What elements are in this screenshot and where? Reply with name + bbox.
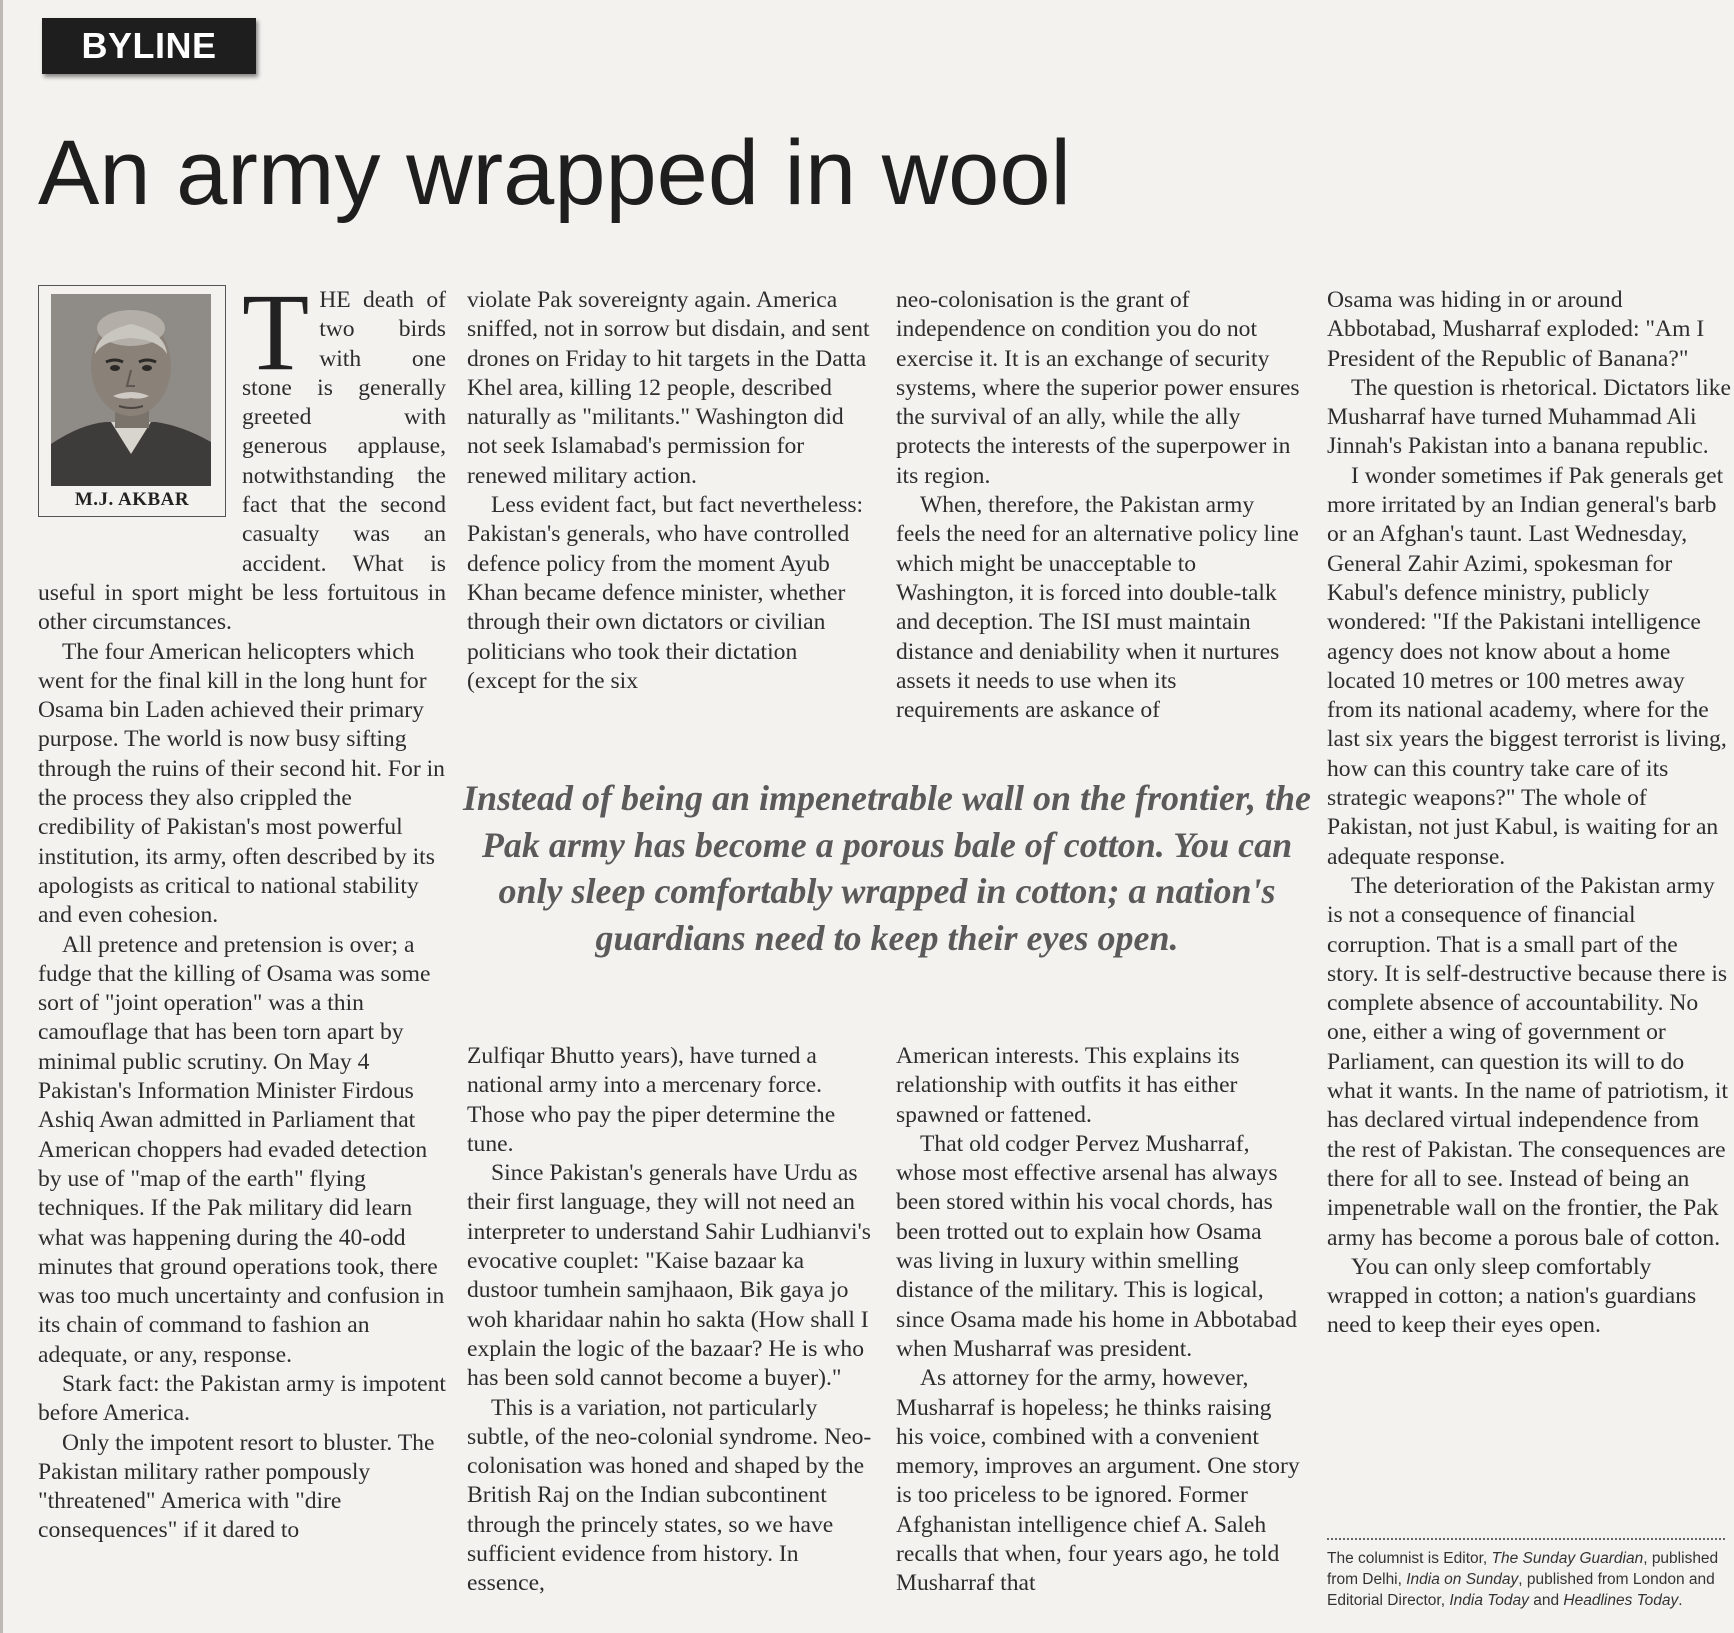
note-text: . (1678, 1592, 1683, 1609)
paragraph: Since Pakistan's generals have Urdu as their first language, they will not need an interpreter to understand Sahir Ludhianvi's evocative couplet: "Kaise bazaar ka dustoor tumhein samjhaaon, Bik gaya jo woh kharidaar nahin ho sakta (How shall I explain the logic of the bazaar? He is who has been sold cannot become a buyer)." (467, 1160, 871, 1392)
photo-spacer (38, 286, 242, 554)
section-tag: BYLINE (42, 18, 256, 74)
paragraph: As attorney for the army, however, Musharraf is hopeless; he thinks raising his voice, combined with a convenient memory, improves an argument. One story is too priceless to be ignored. Former Afghanistan intelligence chief A. Saleh recalls that when, four years ago, he told Musharraf that (896, 1365, 1300, 1597)
note-publication: India on Sunday (1406, 1571, 1519, 1588)
paragraph: You can only sleep comfortably wrapped in cotton; a nation's guardians need to keep their eyes open. (1327, 1253, 1697, 1339)
paragraph-text: HE death of two birds with one stone is generally greeted with generous applause, notwithstanding the fact that the second casualty was an accident. What is useful in sport might be less fortuitous in other circumstances. (38, 287, 446, 636)
note-text: , published from London and Editorial Director, (1327, 1571, 1715, 1609)
paragraph: When, therefore, the Pakistan army feels the need for an alternative policy line which might be unacceptable to Washington, it is forced into double-talk and deception. The ISI must maintain distance and deniability when it nurtures assets it needs to use when its requirements are askance of (896, 492, 1299, 724)
paragraph: neo-colonisation is the grant of independence on condition you do not exercise it. It is an exchange of security systems, where the superior power ensures the survival of an ally, while the ally protects the interests of the superpower in its region. (896, 287, 1300, 489)
note-publication: The Sunday Guardian (1491, 1550, 1644, 1567)
paragraph: The deterioration of the Pakistan army is not a consequence of financial corruption. That is a small part of the story. It is self-destructive because there is complete absence of accountability. No one, either a wing of government or Parliament, can question its will to do what it wants. In the name of patriotism, it has declared virtual independence from the rest of Pakistan. The consequences are there for all to see. Instead of being an impenetrable wall on the frontier, the Pak army has become a porous bale of cotton. (1327, 872, 1729, 1251)
author-caption: M.J. AKBAR (74, 489, 190, 510)
article-column-4 (1327, 286, 1732, 1341)
paragraph: All pretence and pretension is over; a fudge that the killing of Osama was some sort of "joint operation" was a thin camouflage that has been torn apart by minimal public scrutiny. On May 4 Pakistan's Information Minister Firdous Ashiq Awan admitted in Parliament that American choppers had evaded detection by use of "map of the earth" flying techniques. If the Pak military did learn what was happening during the 40-odd minutes that ground operations took, there was too much uncertainty and confusion in its chain of command to fashion an adequate, or any, response. (38, 931, 445, 1368)
note-publication: Headlines Today (1563, 1592, 1679, 1609)
divider (1327, 1538, 1725, 1540)
paragraph: Stark fact: the Pakistan army is impotent before America. (38, 1370, 446, 1427)
paragraph: Osama was hiding in or around Abbotabad, Musharraf exploded: "Am I President of the Republic of Banana?" (1327, 287, 1705, 372)
paragraph: Less evident fact, but fact nevertheless: Pakistan's generals, who have controlled defence policy from the moment Ayub Khan became defence minister, whether through their own dictators or civilian politicians who took their dictation (except for the six (467, 492, 864, 694)
paragraph: Zulfiqar Bhutto years), have turned a national army into a mercenary force. Those who pay the piper determine the tune. (467, 1043, 836, 1157)
note-publication: India Today (1449, 1592, 1529, 1609)
article-column-2-bottom (467, 1042, 872, 1599)
paragraph: Only the impotent resort to bluster. The Pakistan military rather pompously "threatened" America with "dire consequences" if it dared to (38, 1429, 435, 1544)
note-text: and (1528, 1592, 1564, 1609)
article-column-3-top (896, 286, 1301, 725)
paragraph (38, 271, 446, 638)
paragraph: American interests. This explains its relationship with outfits it has either spawned or fattened. (896, 1043, 1240, 1128)
paragraph: This is a variation, not particularly subtle, of the neo-colonial syndrome. Neo-colonisation was honed and shaped by the British Raj on the Indian subcontinent through the princely states, so we have sufficient evidence from history. In essence, (467, 1394, 872, 1597)
article-column-3-bottom (896, 1042, 1301, 1599)
paragraph: That old codger Pervez Musharraf, whose most effective arsenal has always been stored within his vocal chords, has been trotted out to explain how Osama was living in luxury within smelling distance of the military. This is logical, since Osama made his home in Abbotabad when Musharraf was president. (896, 1130, 1298, 1362)
article-column-2-top (467, 286, 872, 696)
pull-quote: Instead of being an impenetrable wall on the frontier, the Pak army has become a porous bale of cotton. You can only sleep comfortably wrapped in cotton; a nation's guardians need to keep their eyes open. (462, 778, 1312, 958)
paragraph: The question is rhetorical. Dictators like Musharraf have turned Muhammad Ali Jinnah's Pakistan into a banana republic. (1327, 374, 1732, 460)
note-text: , published from Delhi, (1327, 1550, 1719, 1588)
paragraph: I wonder sometimes if Pak generals get more irritated by an Indian general's barb or an Afghan's taunt. Last Wednesday, General Zahir Azimi, spokesman for Kabul's defence ministry, publicly wondered: "If the Pakistani intelligence agency does not know about a home located 10 metres or 100 metres away from its national academy, where for the last six years the biggest terrorist is living, how can this country take care of its strategic weapons?" The whole of Pakistan, not just Kabul, is waiting for an adequate response. (1327, 462, 1727, 870)
columnist-note (1327, 1548, 1727, 1611)
article-column-1 (38, 271, 446, 1546)
paragraph: violate Pak sovereignty again. America sniffed, not in sorrow but disdain, and sent drones on Friday to hit targets in the Datta Khel area, killing 12 people, described naturally as "militants." Washington did not seek Islamabad's permission for renewed military action. (467, 287, 870, 489)
drop-cap: T (242, 271, 310, 393)
page-left-edge (0, 0, 3, 1633)
paragraph: The four American helicopters which went for the final kill in the long hunt for Osama bin Laden achieved their primary purpose. The world is now busy sifting through the ruins of their second hit. For in the process they also crippled the credibility of Pakistan's most powerful institution, its army, often described by its apologists as critical to national stability and even cohesion. (38, 638, 445, 929)
headline: An army wrapped in wool (38, 122, 1071, 224)
note-text: The columnist is Editor, (1327, 1550, 1492, 1567)
